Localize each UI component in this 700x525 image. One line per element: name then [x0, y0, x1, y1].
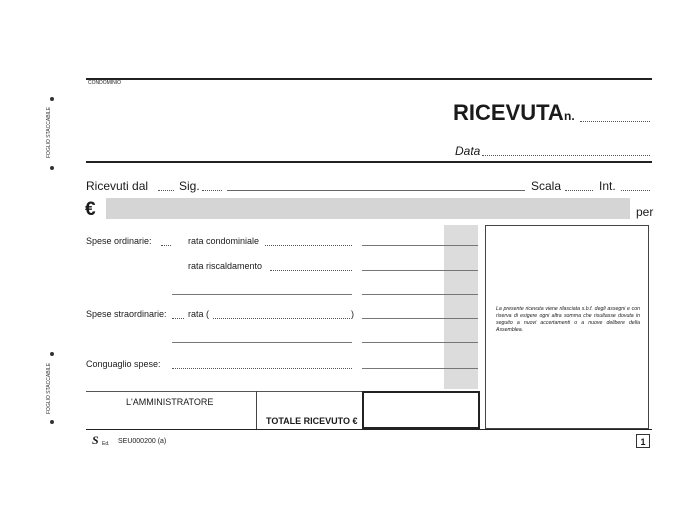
- extraordinary-expenses-label: Spese straordinarie:: [86, 309, 167, 319]
- euro-symbol: €: [85, 199, 96, 220]
- signature-top-line: [86, 391, 362, 392]
- signature-divider: [256, 391, 257, 429]
- administrator-label: L'AMMINISTRATORE: [126, 397, 214, 407]
- total-amount-field[interactable]: [362, 391, 480, 429]
- page-number-box: [636, 434, 650, 448]
- per-label: per: [636, 205, 654, 219]
- punch-hole: [50, 420, 54, 424]
- condominio-label: CONDOMINIO: [88, 80, 122, 86]
- note-text: La presente ricevuta viene rilasciata s.b.f. degli assegni e con riserva di esigere ogni altra somma che risultasse dovuta in seguito a nuovi accertamenti o a nuove delibere della Assemblea.: [496, 306, 640, 334]
- blank-line-2[interactable]: [172, 342, 352, 343]
- date-field[interactable]: [482, 155, 650, 156]
- rata-close-paren: ): [351, 309, 354, 319]
- scala-label: Scala: [531, 179, 562, 193]
- top-border: [86, 78, 652, 80]
- side-label-top: FOGLIO STACCABILE: [46, 106, 52, 158]
- received-from-dots: [158, 190, 174, 191]
- rata-condominiale-label: rata condominiale: [188, 236, 260, 246]
- blank-amount[interactable]: [362, 294, 478, 295]
- sig-label: Sig.: [179, 179, 200, 193]
- amount-column-shade: [444, 225, 478, 389]
- received-from-label: Ricevuti dal: [86, 179, 149, 193]
- rata-description-field[interactable]: [213, 318, 350, 319]
- conguaglio-dots: [172, 368, 352, 369]
- sig-dots: [202, 190, 222, 191]
- name-field[interactable]: [227, 190, 525, 191]
- number-label: n.: [564, 109, 575, 123]
- ordinary-expenses-label: Spese ordinarie:: [86, 236, 152, 246]
- note-box: [485, 225, 649, 429]
- punch-hole: [50, 97, 54, 101]
- ordinary-dots: [161, 245, 171, 246]
- bottom-border: [86, 429, 652, 430]
- number-field[interactable]: [580, 121, 650, 122]
- punch-hole: [50, 166, 54, 170]
- punch-hole: [50, 352, 54, 356]
- product-code: SEU000200 (a): [118, 438, 167, 445]
- int-label: Int.: [599, 179, 616, 193]
- blank-line[interactable]: [172, 294, 352, 295]
- conguaglio-amount[interactable]: [362, 368, 478, 369]
- brand-small: Ed.: [102, 441, 110, 447]
- scala-field[interactable]: [565, 190, 593, 191]
- conguaglio-label: Conguaglio spese:: [86, 359, 161, 369]
- blank-amount-2[interactable]: [362, 342, 478, 343]
- extraordinary-dots: [172, 318, 184, 319]
- rata-riscaldamento-label: rata riscaldamento: [188, 261, 263, 271]
- rata-riscaldamento-dots: [270, 270, 352, 271]
- rata-amount[interactable]: [362, 318, 478, 319]
- rata-condominiale-amount[interactable]: [362, 245, 478, 246]
- date-label: Data: [455, 144, 481, 158]
- receipt-title: RICEVUTA: [453, 100, 564, 125]
- brand-logo: S: [92, 433, 99, 447]
- rata-condominiale-dots: [265, 245, 352, 246]
- side-label-bottom: FOGLIO STACCABILE: [46, 362, 52, 414]
- header-divider: [86, 161, 652, 163]
- rata-riscaldamento-amount[interactable]: [362, 270, 478, 271]
- rata-label: rata (: [188, 309, 210, 319]
- total-label: TOTALE RICEVUTO €: [266, 416, 358, 426]
- int-field[interactable]: [621, 190, 650, 191]
- page-number: 1: [640, 437, 646, 447]
- amount-in-words-field[interactable]: [106, 198, 630, 219]
